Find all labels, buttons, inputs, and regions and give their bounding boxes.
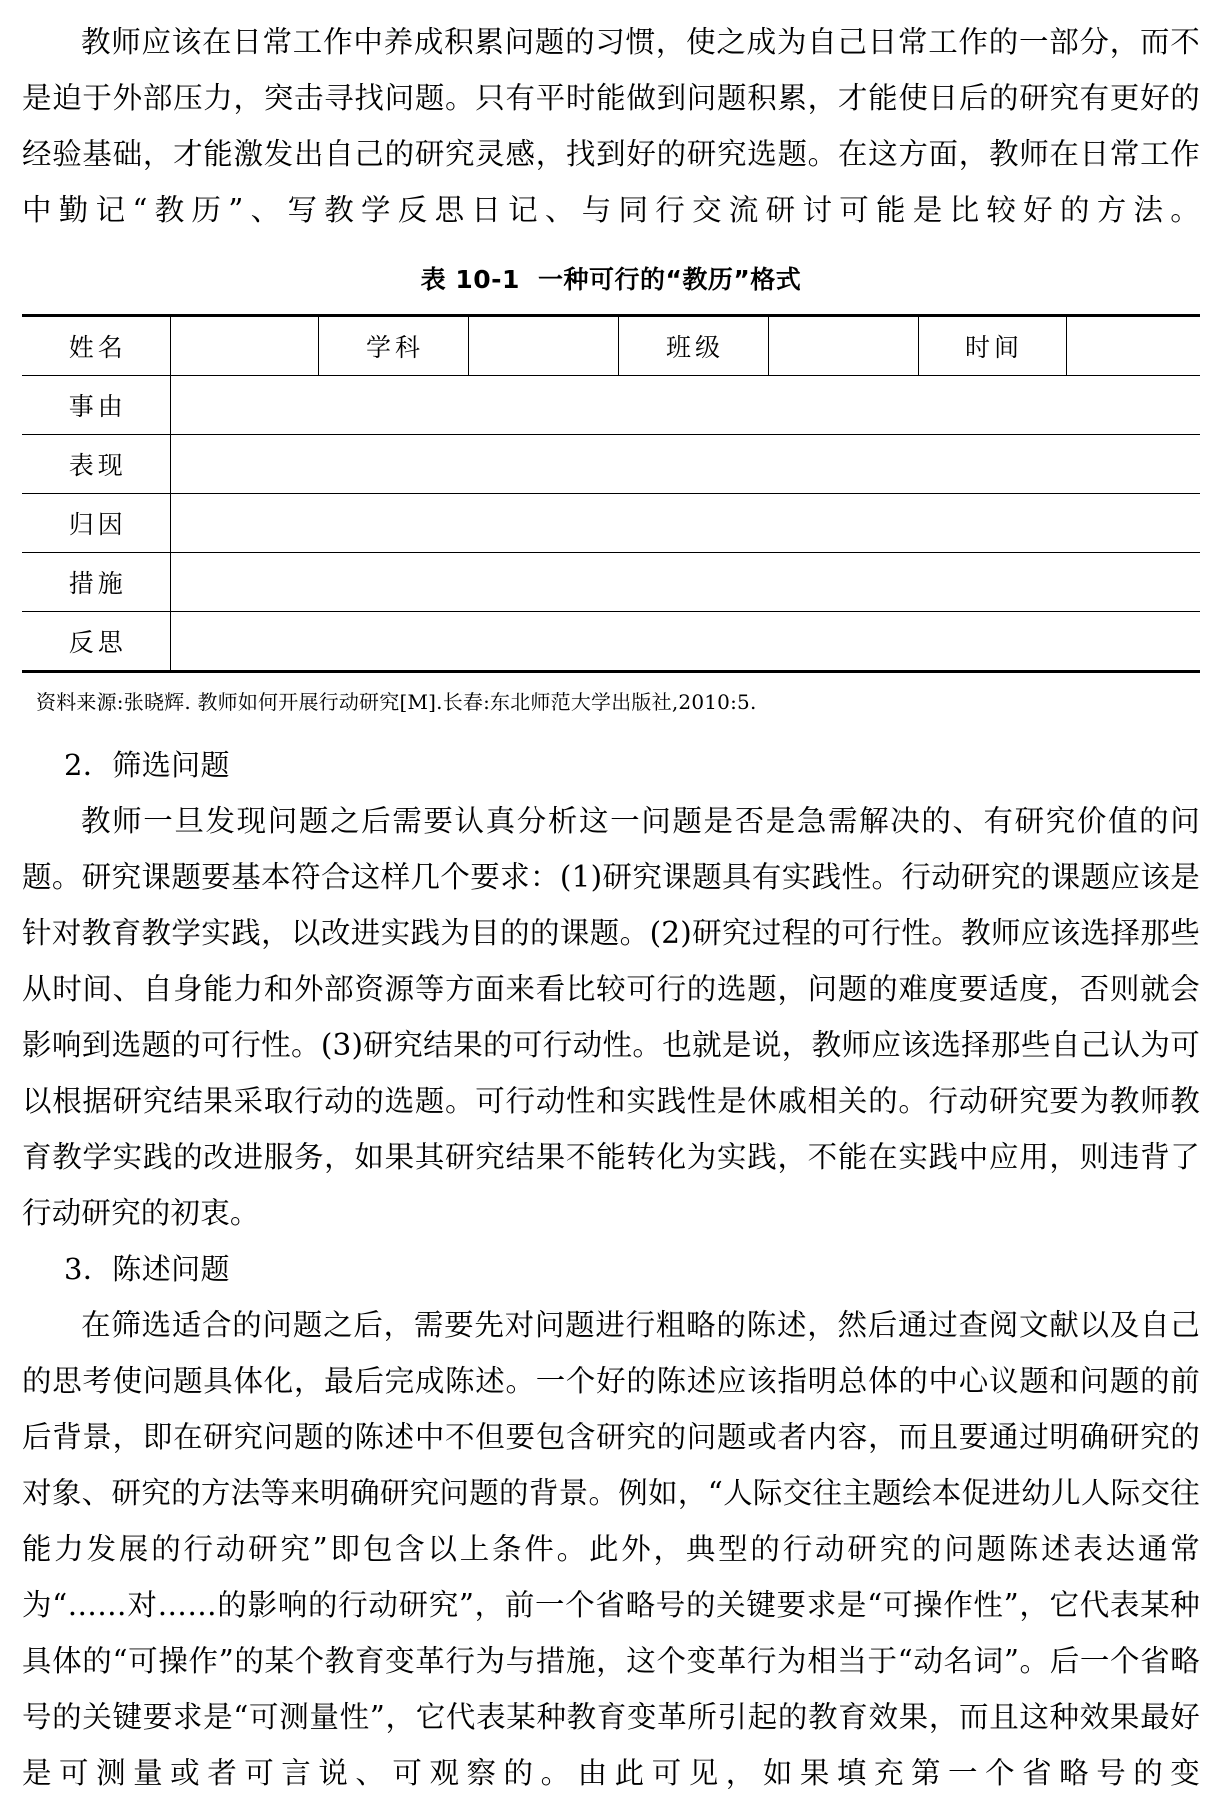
table-header-cell-name-value[interactable]	[170, 316, 318, 376]
table-row	[22, 435, 1200, 494]
table-header-row	[22, 316, 1200, 376]
table-row-label-measures: 措施	[22, 553, 170, 612]
table-row-value-performance[interactable]	[170, 435, 1200, 494]
section-heading-3: 3．陈述问题	[64, 1252, 230, 1286]
table-caption-title: 一种可行的“教历”格式	[537, 265, 802, 294]
table-caption-number: 表 10-1	[420, 265, 520, 294]
table-row	[22, 553, 1200, 612]
table-row-value-reflection[interactable]	[170, 612, 1200, 672]
table-header-cell-class: 班级	[618, 316, 768, 376]
table-header-cell-subject: 学科	[318, 316, 468, 376]
table-row	[22, 376, 1200, 435]
table-header-cell-name: 姓名	[22, 316, 170, 376]
table-caption	[22, 238, 1200, 314]
table-header-cell-subject-value[interactable]	[468, 316, 618, 376]
paragraph-intro: 教师应该在日常工作中养成积累问题的习惯，使之成为自己日常工作的一部分，而不是迫于外部压力，突击寻找问题。只有平时能做到问题积累，才能使日后的研究有更好的经验基础，才能激发出自己的研究灵感，找到好的研究选题。在这方面，教师在日常工作中勤记“教历”、写教学反思日记、与同行交流研讨可能是比较好的方法。	[22, 25, 1200, 227]
table-row-value-reason[interactable]	[170, 376, 1200, 435]
table-row-value-attribution[interactable]	[170, 494, 1200, 553]
table-header-cell-time-value[interactable]	[1066, 316, 1200, 376]
table-row	[22, 494, 1200, 553]
table-source-note: 资料来源:张晓辉. 教师如何开展行动研究[M].长春:东北师范大学出版社,2010:5.	[36, 690, 757, 714]
table-row-label-reflection: 反思	[22, 612, 170, 672]
table-header-cell-class-value[interactable]	[768, 316, 918, 376]
section-3-paragraph-1: 在筛选适合的问题之后，需要先对问题进行粗略的陈述，然后通过查阅文献以及自己的思考使问题具体化，最后完成陈述。一个好的陈述应该指明总体的中心议题和问题的前后背景，即在研究问题的陈述中不但要包含研究的问题或者内容，而且要通过明确研究的对象、研究的方法等来明确研究问题的背景。例如，“人际交往主题绘本促进幼儿人际交往能力发展的行动研究”即包含以上条件。此外，典型的行动研究的问题陈述表达通常为“……对……的影响的行动研究”，前一个省略号的关键要求是“可操作性”，它代表某种具体的“可操作”的某个教育变革行为与措施，这个变革行为相当于“动名词”。后一个省略号的关键要求是“可测量性”，它代表某种教育变革所引起的教育效果，而且这种效果最好是可测量或者可言说、可观察的。由此可见，如果填充第一个省略号的变	[22, 1308, 1200, 1790]
jiaoli-format-table	[22, 314, 1200, 673]
table-row-label-performance: 表现	[22, 435, 170, 494]
section-2-paragraph-1: 教师一旦发现问题之后需要认真分析这一问题是否是急需解决的、有研究价值的问题。研究课题要基本符合这样几个要求：(1)研究课题具有实践性。行动研究的课题应该是针对教育教学实践，以改进实践为目的的课题。(2)研究过程的可行性。教师应该选择那些从时间、自身能力和外部资源等方面来看比较可行的选题，问题的难度要适度，否则就会影响到选题的可行性。(3)研究结果的可行动性。也就是说，教师应该选择那些自己认为可以根据研究结果采取行动的选题。可行动性和实践性是休戚相关的。行动研究要为教师教育教学实践的改进服务，如果其研究结果不能转化为实践，不能在实践中应用，则违背了行动研究的初衷。	[22, 804, 1200, 1230]
table-row-label-attribution: 归因	[22, 494, 170, 553]
table-row-value-measures[interactable]	[170, 553, 1200, 612]
section-heading-2: 2．筛选问题	[64, 748, 230, 782]
table-row-label-reason: 事由	[22, 376, 170, 435]
table-row	[22, 612, 1200, 672]
table-header-cell-time: 时间	[918, 316, 1066, 376]
spacer-after-source	[22, 717, 1200, 737]
